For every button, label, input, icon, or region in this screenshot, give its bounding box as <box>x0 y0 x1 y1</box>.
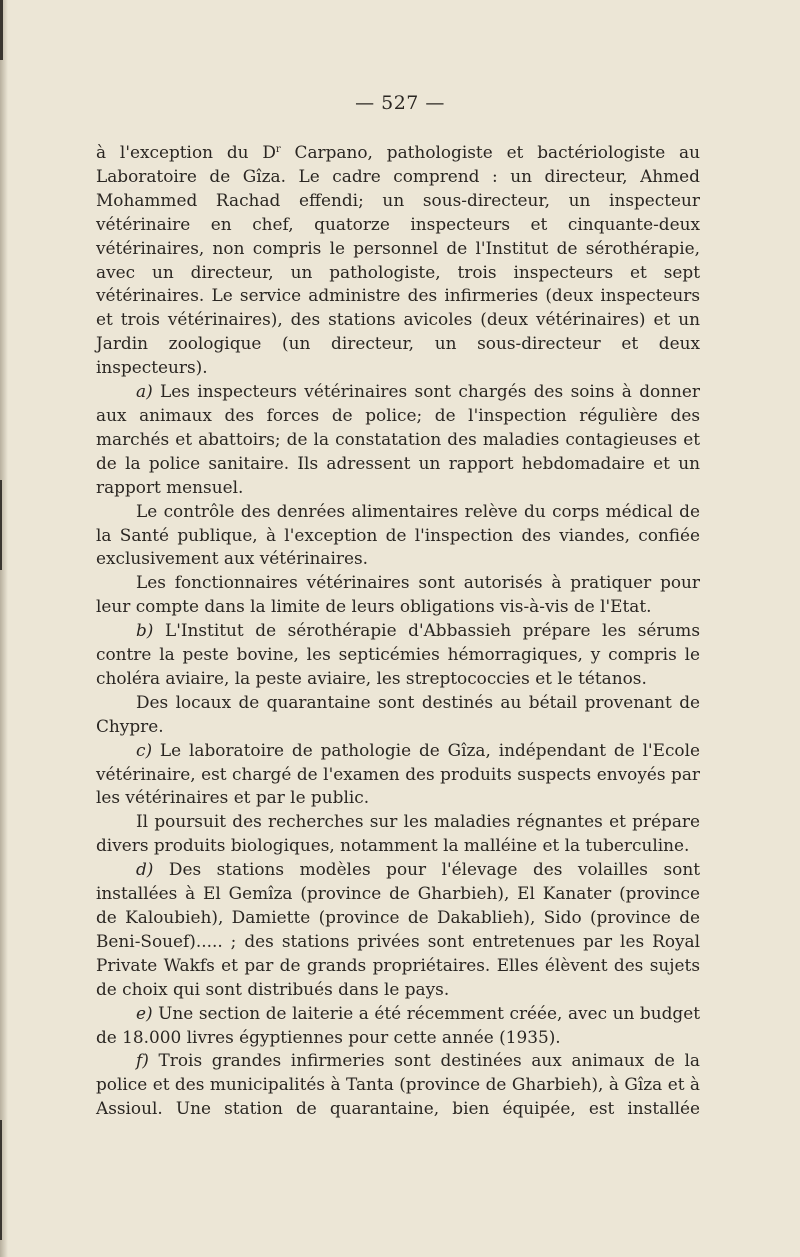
binding-mark <box>0 0 3 60</box>
paragraph-text: Des locaux de quarantaine sont destinés au bétail provenant de Chypre. <box>96 691 700 736</box>
paragraph-b <box>96 619 700 691</box>
paragraph-text: à l'exception du D <box>96 142 276 162</box>
paragraph-text: Les fonctionnaires vétérinaires sont autorisés à pratiquer pour leur compte dans la limite de leurs obligations vis-à-vis de l'Etat. <box>96 572 700 617</box>
paragraph <box>96 571 700 619</box>
paragraph-text: Une section de laiterie a été récemment créée, avec un budget de 18.000 livres égyptiennes pour cette année (1935). <box>96 1002 700 1047</box>
section-label: c) <box>136 739 153 760</box>
paragraph-text: Les inspecteurs vétérinaires sont chargés des soins à donner aux animaux des forces de police; de l'inspection régulière des marchés et abattoirs; de la constatation des maladies contagieuses et de la police sanitaire. Ils adressent un rapport hebdomadaire et un rapport mensuel. <box>96 381 700 497</box>
section-label: e) <box>136 1002 153 1023</box>
paragraph-text: Le contrôle des denrées alimentaires relève du corps médical de la Santé publique, à l'exception de l'inspection des viandes, confiée exclusivement aux vétérinaires. <box>96 500 700 569</box>
page-edge <box>0 0 8 1257</box>
paragraph-a <box>96 380 700 500</box>
section-label: d) <box>136 859 154 880</box>
paragraph-text: Carpano, pathologiste et bactériologiste au Laboratoire de Gîza. Le cadre comprend : un directeur, Ahmed Mohammed Rachad effendi; un sous-directeur, un inspecteur vétérinaire en chef, quatorze inspecteurs et cinquante-deux vétérinaires, non compris le personnel de l'Institut de sérothérapie, avec un directeur, un pathologiste, trois inspecteurs et sept vétérinaires. Le service administre des infirmeries (deux inspecteurs et trois vétérinaires), des stations avicoles (deux vétérinaires) et un Jardin zoologique (un directeur, un sous-directeur et deux inspecteurs). <box>96 142 701 378</box>
binding-mark <box>0 1120 2 1240</box>
paragraph-d <box>96 858 700 1001</box>
paragraph-text: Il poursuit des recherches sur les maladies régnantes et prépare divers produits biologiques, notamment la malléine et la tuberculine. <box>96 811 700 856</box>
page-number: — 527 — <box>355 92 445 114</box>
body-text <box>96 141 700 1121</box>
section-label: a) <box>136 381 153 402</box>
paragraph-text: Le laboratoire de pathologie de Gîza, indépendant de l'Ecole vétérinaire, est chargé de l'examen des produits suspects envoyés par les vétérinaires et par le public. <box>96 739 700 808</box>
superscript: r <box>275 144 281 155</box>
paragraph <box>96 500 700 572</box>
paragraph-e <box>96 1002 700 1050</box>
paragraph-c <box>96 739 700 811</box>
paragraph-text: Des stations modèles pour l'élevage des volailles sont installées à El Gemîza (province de Gharbieh), El Kanater (province de Kaloubieh), Damiette (province de Dakablieh), Sido (province de Beni-Souef)..... ; des stations privées sont entretenues par les Royal Private Wakfs et par de grands propriétaires. Elles élèvent des sujets de choix qui sont distribués dans le pays. <box>96 859 700 999</box>
section-label: f) <box>136 1050 149 1071</box>
paragraph-intro <box>96 141 700 380</box>
paragraph <box>96 810 700 858</box>
binding-mark <box>0 480 2 570</box>
paragraph-text: Trois grandes infirmeries sont destinées aux animaux de la police et des municipalités à Tanta (province de Gharbieh), à Gîza et à Assioul. Une station de quarantaine, bien équipée, est installée <box>96 1050 700 1119</box>
paragraph-f <box>96 1049 700 1121</box>
paragraph-text: L'Institut de sérothérapie d'Abbassieh prépare les sérums contre la peste bovine, les septicémies hémorragiques, y compris le choléra aviaire, la peste aviaire, les streptococcies et le tétanos. <box>96 620 700 688</box>
paragraph <box>96 691 700 739</box>
section-label: b) <box>136 620 154 641</box>
